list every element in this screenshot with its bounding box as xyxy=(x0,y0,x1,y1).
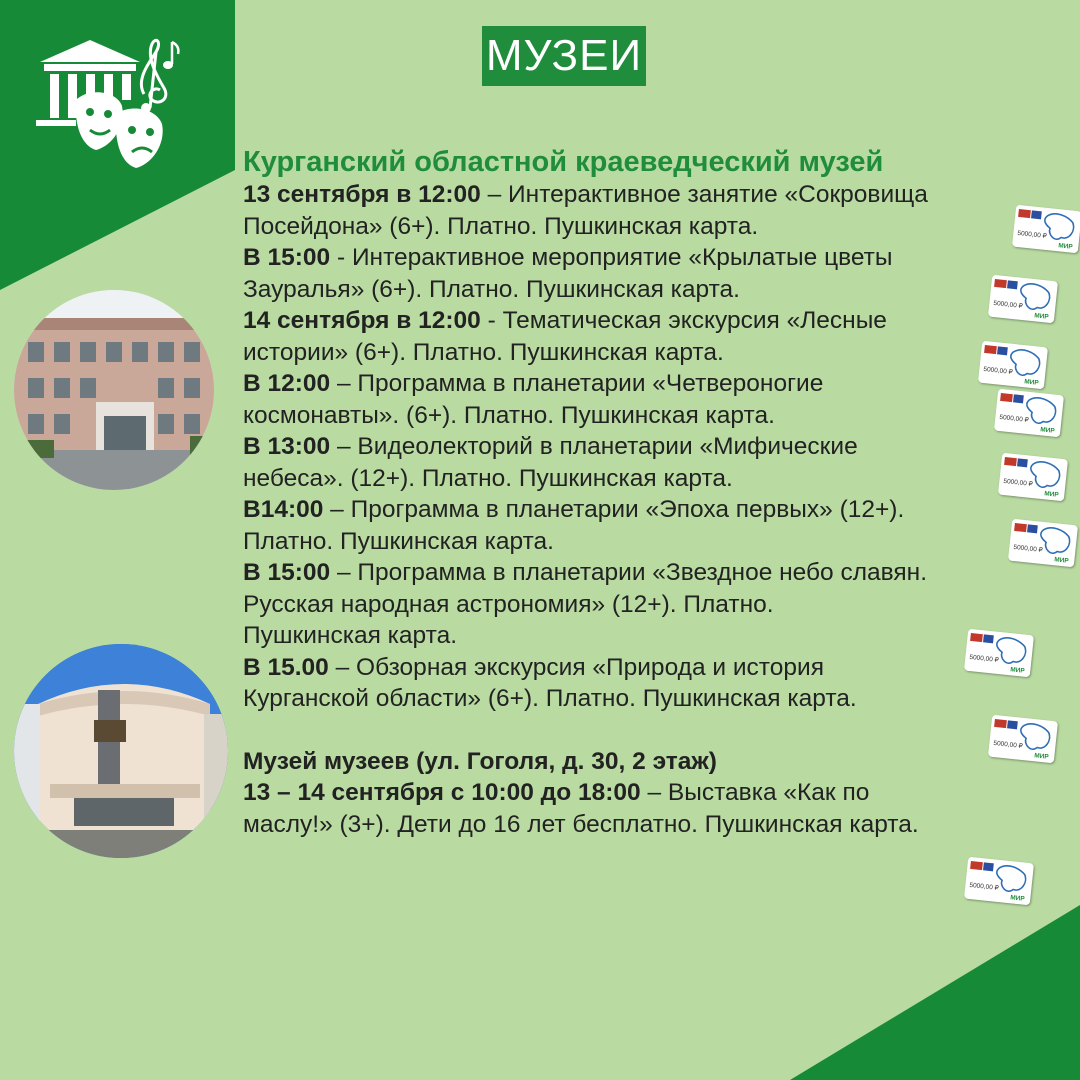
pushkin-card-icon xyxy=(978,341,1048,390)
card-amount: 5000,00 ₽ xyxy=(969,653,1000,664)
card-amount: 5000,00 ₽ xyxy=(969,881,1000,892)
event-item xyxy=(243,179,1073,242)
event-time: В 15:00 xyxy=(243,559,331,586)
event-item xyxy=(243,777,1073,840)
museum-title: Музей музеев (ул. Гоголя, д. 30, 2 этаж) xyxy=(243,747,717,775)
event-time: В14:00 xyxy=(243,496,324,523)
event-text: – Программа в планетарии «Звездное небо славян. Русская народная астрономия» (12+). Платно. Пушкинская карта. xyxy=(243,559,928,649)
event-time: 13 – 14 сентября с 10:00 до 18:00 xyxy=(243,779,641,806)
event-text: – Видеолекторий в планетарии «Мифические небеса». (12+). Платно. Пушкинская карта. xyxy=(243,433,858,492)
pushkin-card-icon xyxy=(964,857,1034,906)
event-time: В 15:00 xyxy=(243,244,331,271)
pushkin-card-icon xyxy=(994,389,1064,438)
pushkin-card-icon xyxy=(998,453,1068,502)
card-brand: МИР xyxy=(1009,894,1026,903)
event-text: – Выставка «Как по маслу!» (3+). Дети до 16 лет бесплатно. Пушкинская карта. xyxy=(243,779,919,838)
card-amount: 5000,00 ₽ xyxy=(999,413,1030,424)
events-content xyxy=(243,145,1073,840)
event-time: 14 сентября в 12:00 xyxy=(243,307,481,334)
event-text: – Обзорная экскурсия «Природа и история Курганской области» (6+). Платно. Пушкинская карта. xyxy=(243,653,857,712)
event-item xyxy=(243,494,1073,557)
card-amount: 5000,00 ₽ xyxy=(1003,477,1034,488)
card-brand: МИР xyxy=(1043,490,1060,499)
pushkin-card-icon xyxy=(1012,205,1080,254)
event-time: В 13:00 xyxy=(243,433,331,460)
card-brand: МИР xyxy=(1023,378,1040,387)
event-item xyxy=(243,557,1073,652)
event-time: В 12:00 xyxy=(243,370,331,397)
event-time: 13 сентября в 12:00 xyxy=(243,181,481,208)
card-brand: МИР xyxy=(1033,312,1050,321)
card-amount: 5000,00 ₽ xyxy=(993,739,1024,750)
pushkin-card-icon xyxy=(1008,519,1078,568)
museum-title: Курганский областной краеведческий музей xyxy=(243,146,884,178)
card-brand: МИР xyxy=(1039,426,1056,435)
event-text: - Тематическая экскурсия «Лесные истории» (6+). Платно. Пушкинская карта. xyxy=(243,307,887,366)
event-item xyxy=(243,305,1073,368)
museum-building-photo xyxy=(14,290,214,490)
card-brand: МИР xyxy=(1009,666,1026,675)
card-brand: МИР xyxy=(1057,242,1074,251)
pushkin-card-icon xyxy=(964,629,1034,678)
event-item xyxy=(243,242,1073,305)
museum-theatre-music-icon xyxy=(32,34,182,170)
event-text: – Интерактивное занятие «Сокровища Посейдона» (6+). Платно. Пушкинская карта. xyxy=(243,181,928,240)
event-item xyxy=(243,431,1073,494)
event-item xyxy=(243,652,1073,715)
event-text: - Интерактивное мероприятие «Крылатые цветы Зауралья» (6+). Платно. Пушкинская карта. xyxy=(243,244,893,303)
event-text: – Программа в планетарии «Четвероногие космонавты». (6+). Платно. Пушкинская карта. xyxy=(243,370,824,429)
event-time: В 15.00 xyxy=(243,653,329,681)
card-brand: МИР xyxy=(1053,556,1070,565)
card-amount: 5000,00 ₽ xyxy=(983,365,1014,376)
pushkin-card-icon xyxy=(988,275,1058,324)
card-amount: 5000,00 ₽ xyxy=(1017,229,1048,240)
card-brand: МИР xyxy=(1033,752,1050,761)
pushkin-card-icon xyxy=(988,715,1058,764)
card-amount: 5000,00 ₽ xyxy=(1013,543,1044,554)
event-item xyxy=(243,368,1073,431)
event-text: – Программа в планетарии «Эпоха первых» (12+). Платно. Пушкинская карта. xyxy=(243,496,905,555)
card-amount: 5000,00 ₽ xyxy=(993,299,1024,310)
page-title: МУЗЕИ xyxy=(482,26,646,86)
planetarium-building-photo xyxy=(14,644,228,858)
